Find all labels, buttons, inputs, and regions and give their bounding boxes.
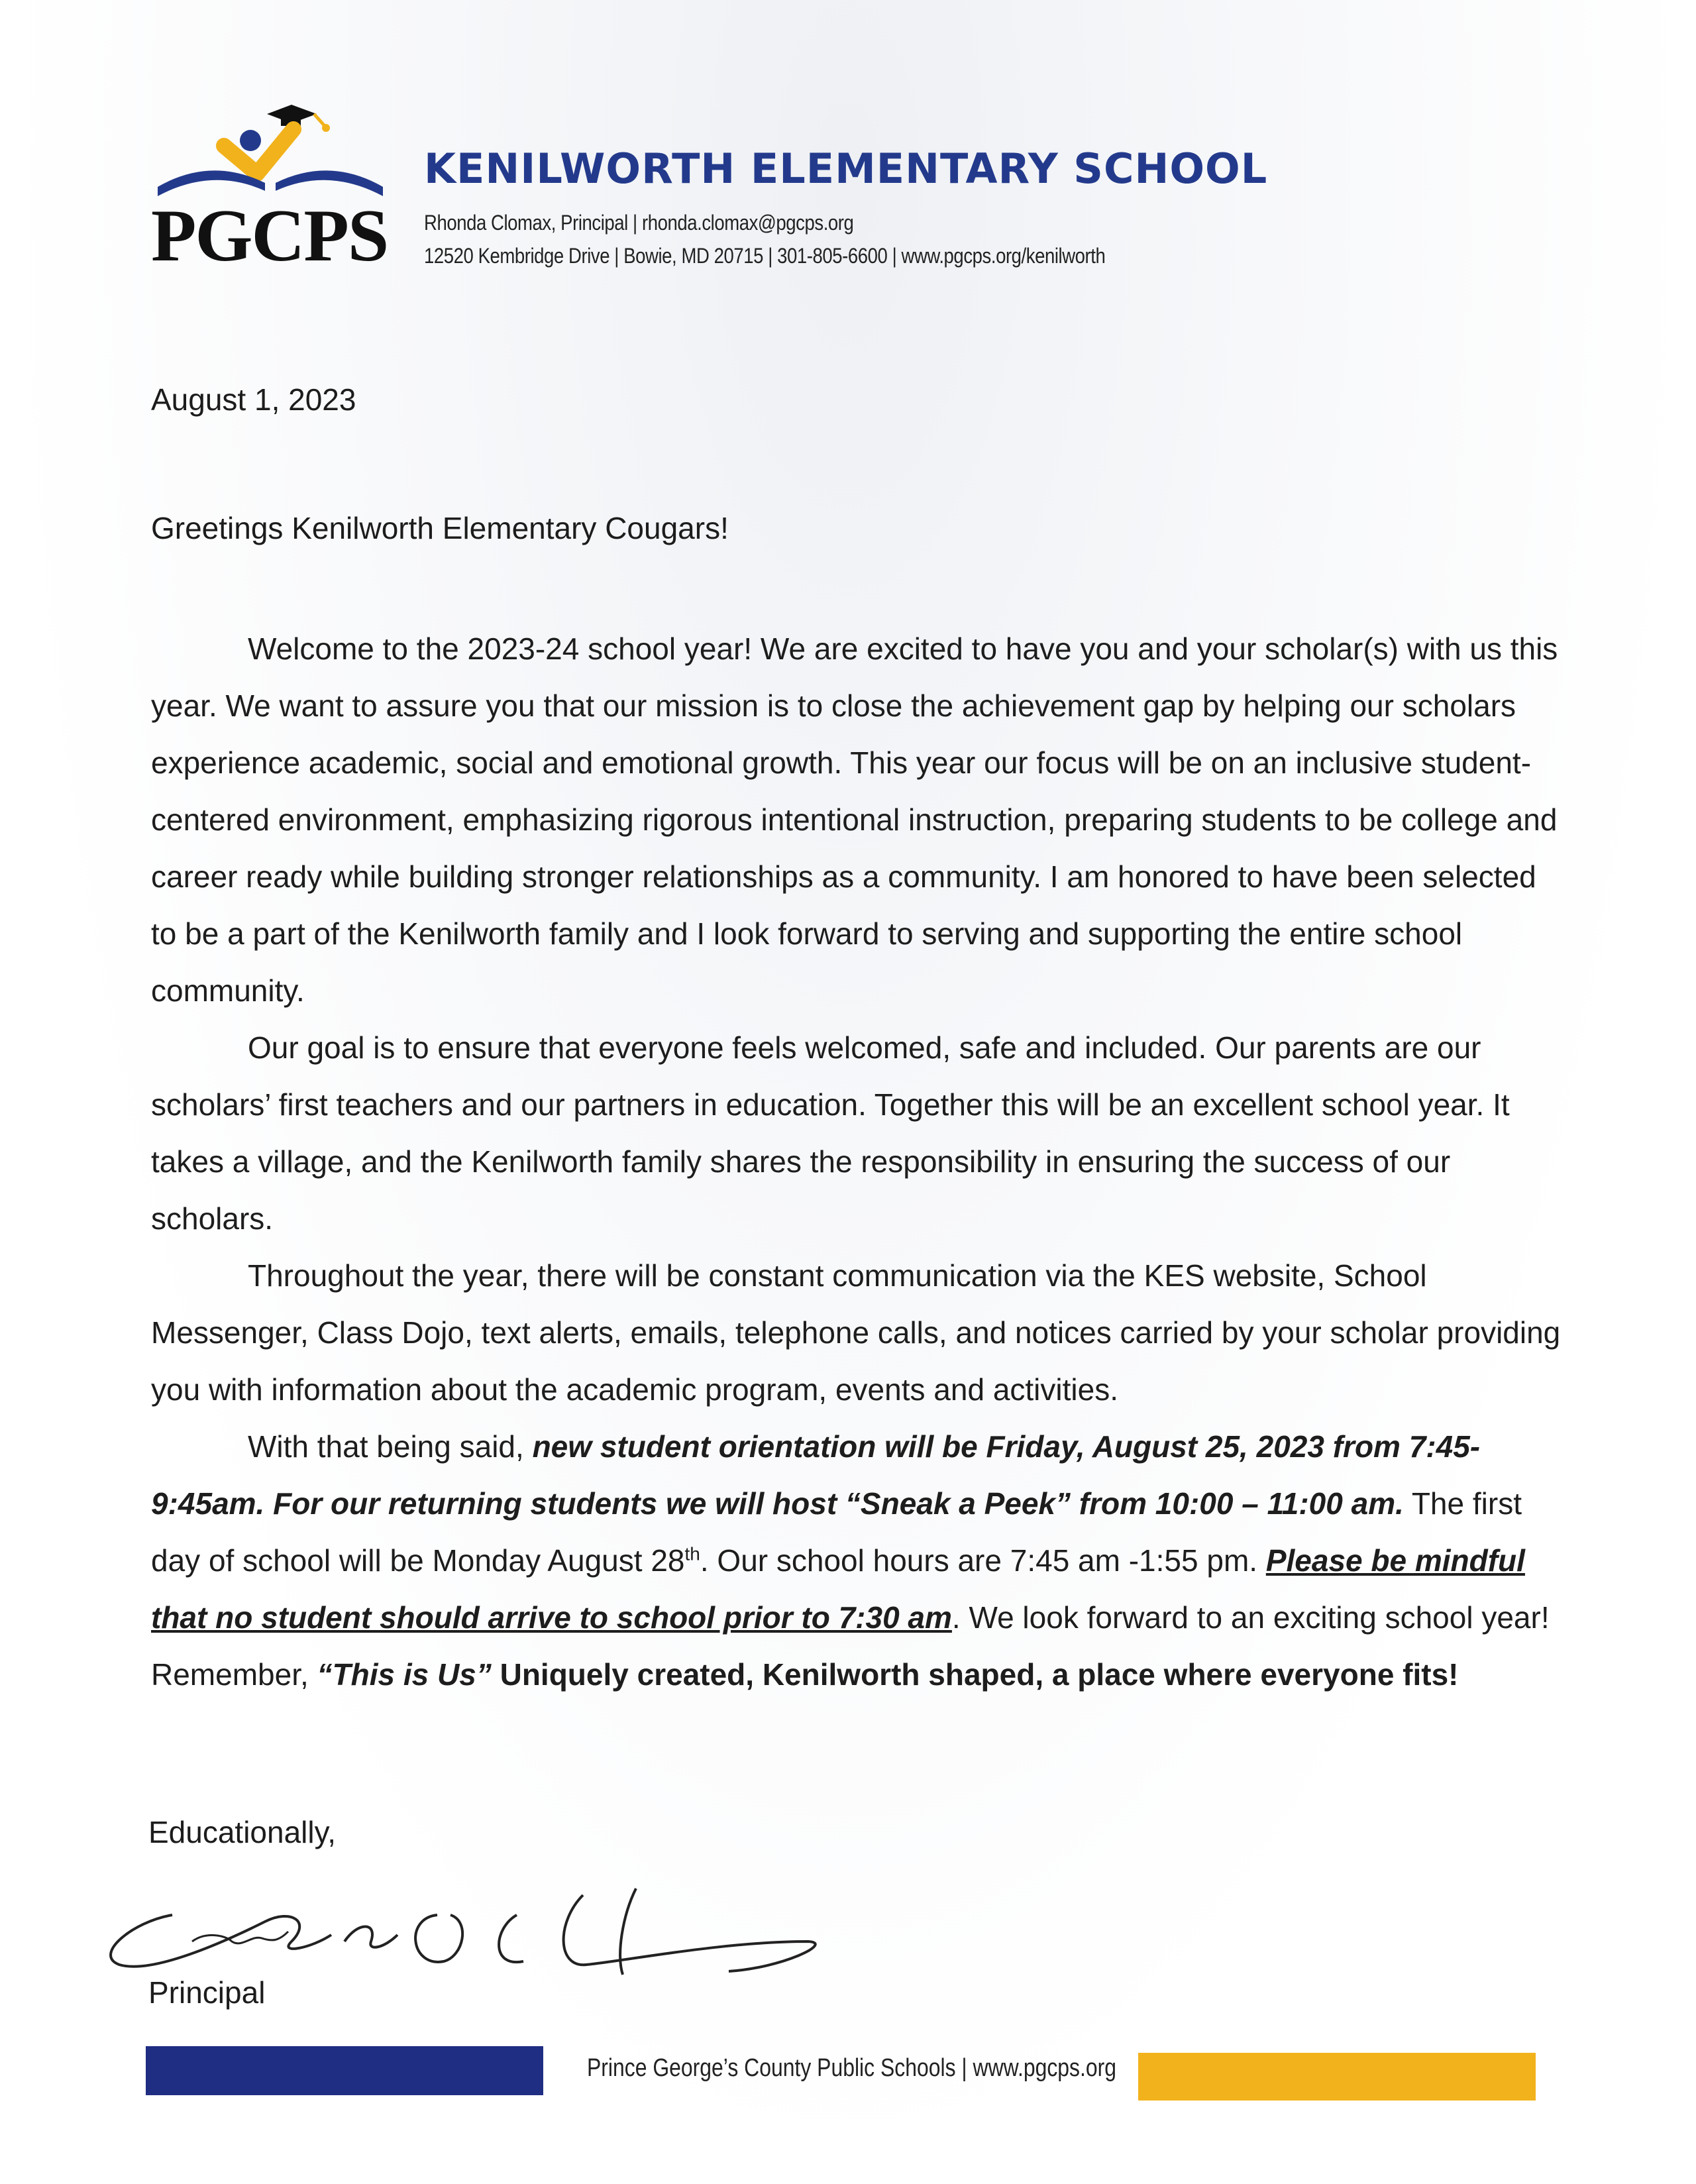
look-forward-text: . We look forward to an exciting school year! Remember, — [151, 1600, 1550, 1692]
paragraph-welcome: Welcome to the 2023-24 school year! We are excited to have you and your scholar(s) with us this year. We want to assure you that our mission is to close the achievement gap by helping our scholars experience academic, social and emotional growth. This year our focus will be on an inclusive student-centered environment, emphasizing rigorous intentional instruction, preparing students to be college and career ready while building stronger relationships as a community. I am honored to have been selected to be a part of the Kenilworth family and I look forward to serving and supporting the entire school community. — [151, 631, 1558, 1008]
book-and-graduate-icon — [151, 99, 390, 205]
letter-closing: Educationally, — [148, 1815, 336, 1849]
first-day-text: The first day of school will be Monday August 28 — [151, 1486, 1522, 1578]
letter-greeting: Greetings Kenilworth Elementary Cougars! — [151, 511, 729, 545]
school-motto: Uniquely created, Kenilworth shaped, a place where everyone fits! — [491, 1657, 1459, 1692]
footer-blue-bar — [146, 2046, 543, 2095]
paragraph-goal: Our goal is to ensure that everyone feels welcomed, safe and included. Our parents are our scholars’ first teachers and our partners in education. Together this will be an excellent school year. It takes a village, and the Kenilworth family shares the responsibility in ensuring the success of our scholars. — [151, 1030, 1510, 1236]
pgcps-logo — [151, 99, 390, 278]
paragraph-orientation — [151, 1418, 1562, 1703]
school-address-line: 12520 Kembridge Drive | Bowie, MD 20715 | 301-805-6600 | www.pgcps.org/kenilworth — [424, 244, 1106, 268]
footer-gold-bar — [1138, 2053, 1536, 2101]
logo-wordmark: PGCPS — [151, 195, 388, 277]
orientation-details: new student orientation will be Friday, August 25, 2023 from 7:45-9:45am. For our returning students we will host “Sneak a Peek” from 10:00 – 11:00 am. — [151, 1429, 1481, 1521]
first-day-suffix: th — [684, 1543, 700, 1564]
paragraph-communication: Throughout the year, there will be constant communication via the KES website, School Messenger, Class Dojo, text alerts, emails, telephone calls, and notices carried by your scholar providing you with information about the academic program, events and activities. — [151, 1258, 1561, 1407]
letter-body — [151, 620, 1562, 1703]
this-is-us-quote: “This is Us” — [317, 1657, 492, 1692]
school-name: KENILWORTH ELEMENTARY SCHOOL — [424, 144, 1268, 193]
footer-text: Prince George’s County Public Schools | www.pgcps.org — [587, 2054, 1116, 2082]
arrival-notice: Please be mindful that no student should arrive to school prior to 7:30 am — [151, 1543, 1525, 1635]
signer-title: Principal — [148, 1975, 266, 2010]
school-hours-text: . Our school hours are 7:45 am -1:55 pm. — [700, 1543, 1266, 1578]
letter-date: August 1, 2023 — [151, 382, 356, 417]
orientation-intro: With that being said, — [248, 1429, 533, 1464]
principal-contact-line: Rhonda Clomax, Principal | rhonda.clomax@pgcps.org — [424, 211, 854, 235]
